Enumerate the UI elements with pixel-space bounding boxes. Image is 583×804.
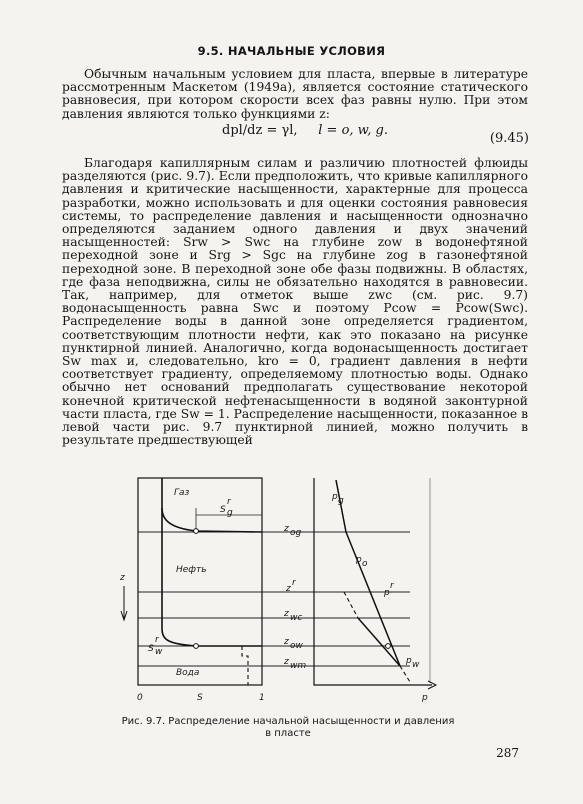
saturation-panel [119, 478, 410, 703]
po-sub: o [362, 559, 368, 569]
sw-sup: r [155, 635, 159, 645]
equation-9-45 [0, 121, 583, 147]
zwm-label: z [284, 657, 289, 667]
sg-sup: r [227, 497, 231, 507]
zwc-sub: wc [290, 613, 303, 623]
zwm-sub: wm [290, 661, 307, 671]
po-label: p [356, 555, 362, 565]
pw-point [386, 644, 391, 649]
pg-label: p [332, 492, 338, 502]
depth-labels [283, 524, 306, 671]
section-heading: 9.5. НАЧАЛЬНЫЕ УСЛОВИЯ [197, 44, 386, 58]
z-axis-label: z [120, 573, 125, 583]
zow-label: z [284, 637, 289, 647]
pressure-panel [314, 478, 436, 703]
page-number: 287 [496, 746, 519, 760]
figure-caption: Рис. 9.7. Распределение начальной насыщенности и давления в пласте [121, 716, 455, 739]
equation-number: (9.45) [489, 131, 529, 146]
gas-zone-label: Газ [174, 488, 190, 498]
pr-label: p [384, 588, 390, 598]
gas-pressure-line [336, 480, 346, 532]
equation-lhs: dpl/dz = γl, [222, 123, 298, 138]
zog-sub: og [290, 528, 302, 538]
sg-point [194, 529, 199, 534]
x-tick-0: 0 [137, 693, 143, 703]
zow-sub: ow [290, 641, 303, 651]
figure-9-7 [100, 468, 480, 718]
water-pressure-dashed [344, 592, 358, 618]
water-zone-label: Вода [176, 668, 200, 678]
x-tick-s: S [197, 693, 203, 703]
equation-condition: l = o, w, g. [318, 123, 388, 138]
zwc-label: z [284, 609, 289, 619]
water-saturation-curve [162, 508, 262, 646]
dashed-saturation-line [242, 646, 248, 685]
pressure-axes [314, 478, 432, 685]
p-axis-label: p [422, 693, 428, 703]
pw-sub: w [412, 660, 420, 670]
oil-zone-label: Нефть [176, 565, 207, 575]
pg-sub: g [338, 496, 344, 506]
water-pressure-line [358, 618, 400, 666]
equation-body [222, 123, 388, 138]
zr-label: z [286, 584, 291, 594]
sw-point [194, 644, 199, 649]
zr-sup: r [292, 578, 296, 588]
pr-sup: r [390, 581, 394, 591]
x-tick-1: 1 [259, 693, 265, 703]
zog-label: z [284, 524, 289, 534]
sg-sub: g [227, 508, 233, 518]
pw-label: p [406, 656, 412, 666]
sw-label: S [148, 644, 154, 654]
paragraph-main: Благодаря капиллярным силам и различию плотностей флюиды разделяются (рис. 9.7). Если предположить, что кривые капиллярного давления и критические насыщенности, характерные для процесса разработки, можно использовать и для оценки состояния равновесия системы, то распределение давления и насыщенности однозначно определяются заданием одного давления и двух значений насыщенностей: Srw > Swc на глубине zow в водонефтяной переходной зоне и Srg > Sgc на глубине zog в газонефтяной переходной зоне. В переходной зоне обе фазы подвижны. В областях, где фаза неподвижна, силы не обязательно находятся в равновесии. Так, например, для отметок выше zwc (см. рис. 9.7) водонасыщенность равна Swc и поэтому Pcow = Pcow(Swc). Распределение воды в данной зоне определяется градиентом, соответствующим плотности нефти, как это показано на рисунке пунктирной линией. Аналогично, когда водонасыщенность достигает Sw max и, следовательно, kro = 0, градиент давления в нефти соответствует градиенту, определяемому плотностью воды. Однако обычно нет оснований предполагать существование некоторой конечной критической нефтенасыщенности в водяной законтурной части пласта, где Sw = 1. Распределение насыщенности, показанное в левой части рис. 9.7 пунктирной линией, можно получить в результате предшествующей [62, 156, 528, 448]
sw-sub: w [155, 647, 163, 657]
gas-saturation-curve [162, 478, 262, 532]
paragraph-intro: Обычным начальным условием для пласта, впервые в литературе рассмотренным Маскетом (1949a), является состояние статического равновесия, при котором скорости всех фаз равны нулю. При этом давления являются только функциями z: [62, 67, 528, 121]
sg-label: S [220, 505, 226, 515]
oil-pressure-dashed [400, 666, 410, 682]
